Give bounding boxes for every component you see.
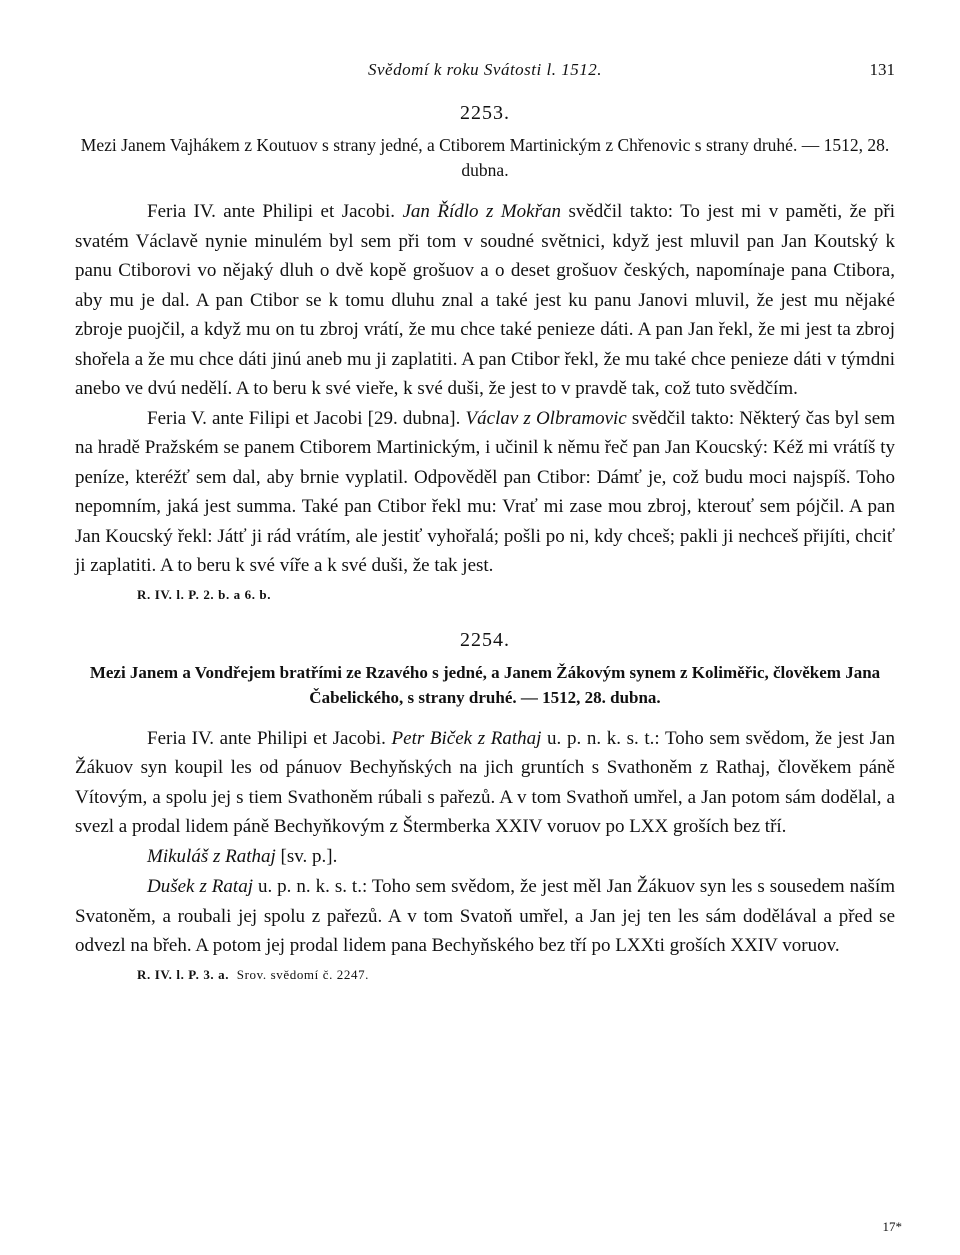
date-lead: Feria V. ante Filipi et Jacobi [29. dubna]. — [147, 407, 466, 429]
testimony-text: svědčil takto: Některý čas byl sem na hradě Pražském se panem Ctiborem Martinickým, i učinil k němu řeč pan Jan Koucský: Kéž mi vrátíš ty peníze, kteréžť sem dal, aby brnie vyplatil. Odpověděl pan Ctibor: Dámť je, což budu moci najspíš. Toho nepomním, jaká jest summa. Také pan Ctibor řekl mu: Vrať mi zase mou zbroj, kterouť sem pójčil. A pan Jan Koucský řekl: Játť ji rád vrátím, ale jestiť vyhořalá; pošli po ni, kdy chceš; pakli ji nechceš přijíti, chciť ji zaplatiti. A to beru k své víře a k své duši, že tak jest. — [75, 407, 896, 576]
witness-name: Dušek z Rataj — [147, 876, 253, 897]
testimony-paragraph — [75, 404, 895, 581]
testimony-paragraph — [75, 842, 895, 872]
testimony-paragraph — [75, 197, 895, 404]
date-lead: Feria IV. ante Philipi et Jacobi. — [147, 727, 392, 749]
witness-name: Mikuláš z Rathaj — [147, 845, 276, 867]
running-title: Svědomí k roku Svátosti l. 1512. — [368, 60, 602, 79]
testimony-paragraph — [75, 724, 895, 842]
document-page — [75, 60, 895, 1240]
entry-number-2253: 2253. — [460, 102, 510, 124]
testimony-text: svědčil takto: To jest mi v paměti, že při svatém Václavě nynie minulém byl sem při tom v soudné světnici, když jest mluvil pan Jan Koutský k panu Ctiborovi vo nějaký dluh o dvě kopě grošuov a o deset grošuov českých, napomínaje pana Ctibora, aby mu je dal. A pan Ctibor se k tomu dluhu znal a také jest ku panu Janovi mluvil, že jest mu nějaké zbroje puojčil, a když mu on tu zbroj vrátí, že mu chce také penieze dáti. A pan Jan řekl, že mi jest ta zbroj shořela a že mu chce dáti jinú aneb mu ji zaplatiti. A pan Ctibor řekl, že mu také chce penieze dáti v týmdni anebo ve dvú nedělí. A to beru k své vieře, k své duši, že jest to v pravdě tak, což tuto svědčím. — [75, 201, 896, 399]
sheet-signature: 17* — [882, 1219, 902, 1234]
source-reference: R. IV. l. P. 2. b. a 6. b. — [137, 586, 272, 602]
testimony-text: [sv. p.]. — [275, 845, 338, 867]
page-number: 131 — [869, 60, 895, 79]
source-reference — [137, 967, 895, 983]
testimony-text: u. p. n. k. s. t.: Toho sem svědom, že jest Jan Žákuov syn koupil les od pánuov Bechyňských na jich gruntích s Svathoněm z Rathaj, člověkem páně Vítovým, a spolu jej s tiem Svathoněm rúbali s pařezů. A v tom Svathoň umřel, a Jan potom sám dodělal, a svezl a prodal lidem páně Bechyňkovým z Štermberka XXIV voruov po LXX groších bez tří. — [75, 727, 895, 837]
testimony-paragraph — [75, 872, 895, 961]
entry-number-2254: 2254. — [460, 628, 510, 651]
entry-summary-2253: Mezi Janem Vajhákem z Koutuov s strany jedné, a Ctiborem Martinickým z Chřenovic s strany druhé. — 1512, 28. dubna. — [80, 135, 890, 180]
witness-name: Jan Řídlo z Mokřan — [402, 201, 561, 222]
source-cross-reference: Srov. svědomí č. 2247. — [236, 966, 370, 982]
date-lead: Feria IV. ante Philipi et Jacobi. — [147, 201, 403, 222]
entry-summary-2254: Mezi Janem a Vondřejem bratřími ze Rzavého s jedné, a Janem Žákovým synem z Koliměřic, člověkem Jana Čabelického, s strany druhé. — 1512, 28. dubna. — [89, 662, 881, 707]
witness-name: Petr Biček z Rathaj — [391, 727, 542, 749]
source-main: R. IV. l. P. 3. a. — [137, 966, 230, 982]
witness-name: Václav z Olbramovic — [465, 407, 627, 429]
page-header — [75, 60, 895, 90]
testimony-text: u. p. n. k. s. t.: Toho sem svědom, že jest měl Jan Žákuov syn les s sousedem naším Svatoněm, a roubali jej spolu z pařezů. A v tom Svatoň umřel, a Jan jej ten les sám dodělával a před se odvezl na břeh. A potom jej prodal lidem pana Bechyňského bez tří po LXXti groších XXIV voruov. — [75, 876, 896, 956]
